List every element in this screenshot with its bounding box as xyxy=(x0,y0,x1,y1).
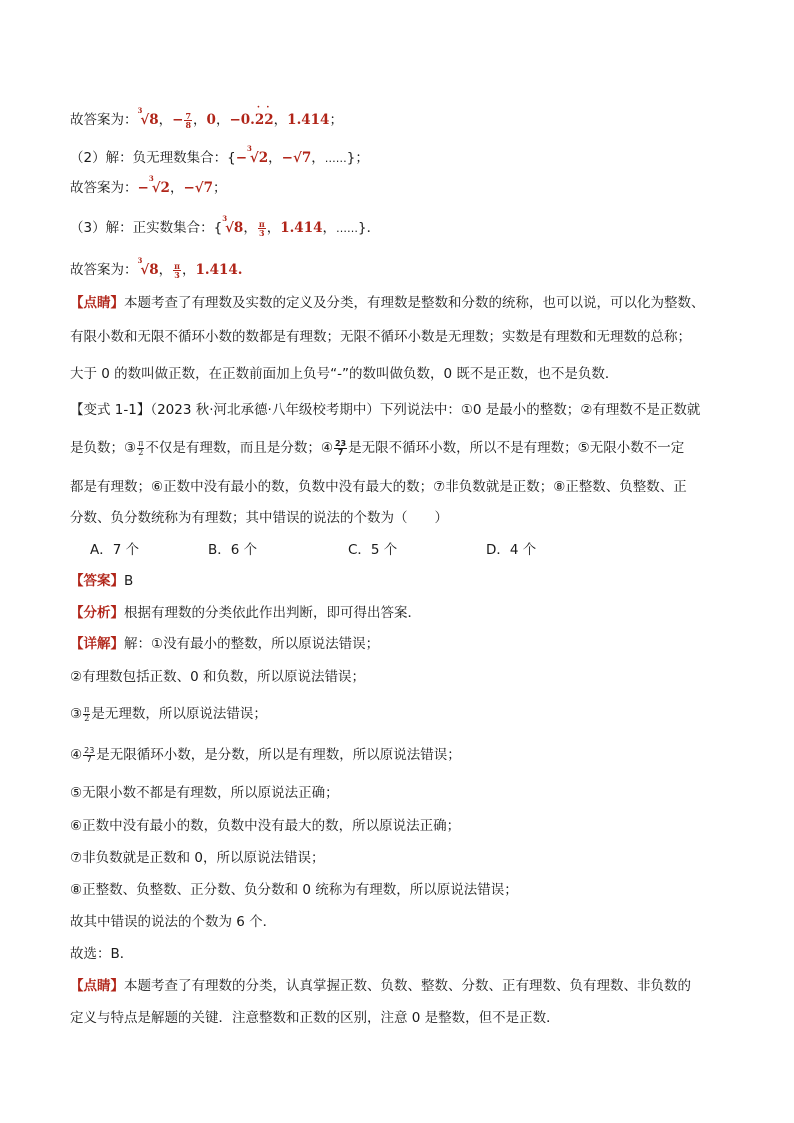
detail-line-7: ⑦非负数就是正数和 0，所以原说法错误； xyxy=(70,850,325,866)
answer-line-2: 故答案为：−$^3$√2，−√7； xyxy=(70,174,227,196)
option-b[interactable]: B．6 个 xyxy=(208,542,258,558)
option-d[interactable]: D．4 个 xyxy=(486,542,537,558)
detail-line-8: ⑧正整数、负整数、正分数、负分数和 0 统称为有理数，所以原说法错误； xyxy=(70,882,518,898)
detail-line-2: ②有理数包括正数、0 和负数，所以原说法错误； xyxy=(70,669,365,685)
detail-line-4: ④ $\frac{23}{7}$ 是无限循环小数，是分数，所以是有理数，所以原说法错误； xyxy=(70,745,461,764)
comment-2-line-1: 【点睛】本题考查了有理数的分类，认真掌握正数、负数、整数、分数、正有理数、负有理数、非负数的 xyxy=(70,978,691,994)
detail-line-6: ⑥正数中没有最小的数，负数中没有最大的数，所以原说法正确； xyxy=(70,818,461,834)
comment-2-line-2: 定义与特点是解题的关键．注意整数和正数的区别，注意 0 是整数，但不是正数． xyxy=(70,1010,560,1026)
variant-line-2: 是负数；③ $\frac{\pi}{2}$ 不仅是有理数，而且是分数；④ $\frac{23}{7}$ 是无限不循环小数，所以不是有理数；⑤无限小数不一定 xyxy=(70,438,685,457)
options xyxy=(90,538,536,558)
comment-1-line-3: 大于 0 的数叫做正数，在正数前面加上负号“-”的数叫做负数，0 既不是正数，也不是负数． xyxy=(70,366,619,382)
option-c[interactable]: C．5 个 xyxy=(348,542,398,558)
negative-irrational-set: （2）解：负无理数集合：{−$^3$√2，−√7，……}； xyxy=(70,144,369,166)
detail-choice: 故选：B． xyxy=(70,946,134,962)
analysis-section: 【分析】根据有理数的分类依此作出判断，即可得出答案． xyxy=(70,605,421,621)
cube-root-8: $^3$√8 xyxy=(137,106,159,128)
comment-1-line-2: 有限小数和无限不循环小数的数都是有理数；无限不循环小数是无理数；实数是有理数和无理数的总称； xyxy=(70,329,691,345)
detail-line-3: ③ $\frac{\pi}{2}$ 是无理数，所以原说法错误； xyxy=(70,704,267,723)
detail-conclusion: 故其中错误的说法的个数为 6 个． xyxy=(70,914,277,930)
positive-real-set: （3）解：正实数集合：{$^3$√8， $\frac{\pi}{3}$ ，1.414，……}． xyxy=(70,214,381,238)
answer-line-3: 故答案为：$^3$√8， $\frac{\pi}{3}$ ，1.414. xyxy=(70,256,243,280)
comment-1-line-1: 【点睛】本题考查了有理数及实数的定义及分类，有理数是整数和分数的统称，也可以说，可以化为整数、 xyxy=(70,295,705,311)
detail-line-1: 【详解】解：①没有最小的整数，所以原说法错误； xyxy=(70,636,380,652)
variant-line-3: 都是有理数；⑥正数中没有最小的数，负数中没有最大的数；⑦非负数就是正数；⑧正整数、负整数、正 xyxy=(70,479,687,495)
option-a[interactable]: A．7 个 xyxy=(90,542,140,558)
repeating-decimal: −0.2 · 2 · xyxy=(229,103,274,128)
answer-section: 【答案】B xyxy=(70,573,134,589)
detail-line-5: ⑤无限小数不都是有理数，所以原说法正确； xyxy=(70,785,339,801)
variant-line-1: 【变式 1-1】（2023 秋·河北承德·八年级校考期中）下列说法中：①0 是最小的整数；②有理数不是正数就 xyxy=(70,402,701,418)
answer-line-1: 故答案为：$^3$√8，− $\frac{7}{8}$ ，0，−0.2 · 2 · ，1.414； xyxy=(70,103,343,130)
variant-line-4: 分数、负分数统称为有理数；其中错误的说法的个数为（ ） xyxy=(70,510,448,526)
neg-seven-eighths: − $\frac{7}{8}$ xyxy=(172,111,192,130)
